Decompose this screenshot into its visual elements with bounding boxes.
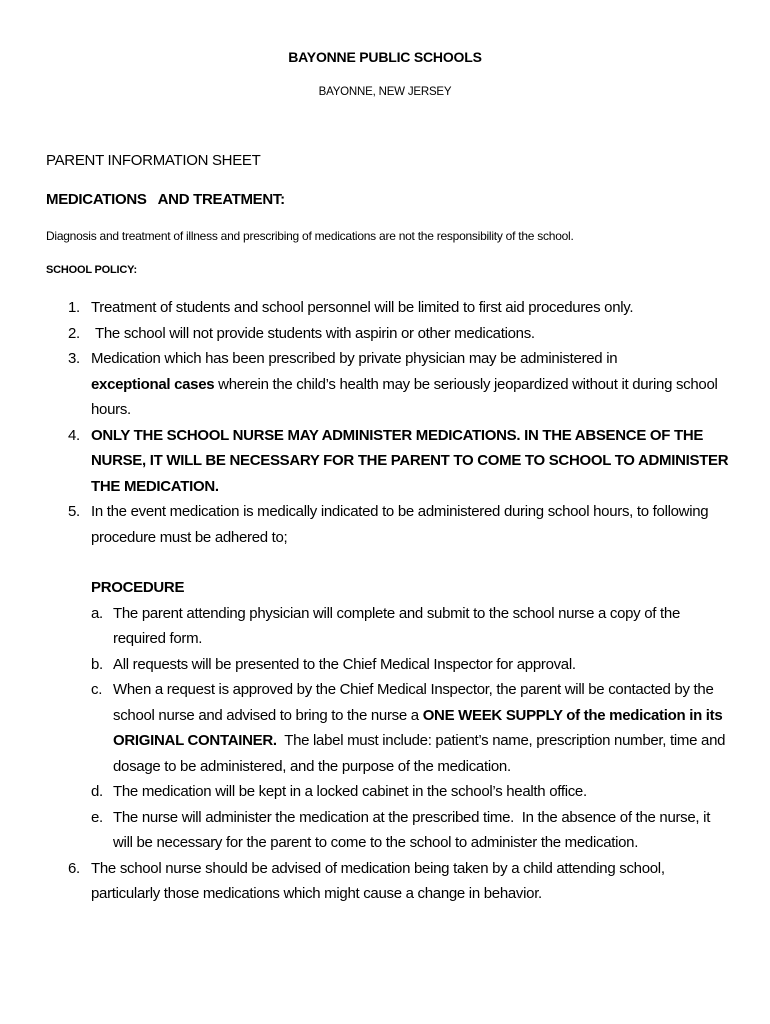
step-letter: e. [91, 808, 103, 826]
item-number: 1. [68, 299, 80, 316]
item-number: 6. [68, 859, 80, 877]
procedure-step-e [0, 805, 770, 856]
item-text: In the event medication is medically indicated to be administered during school hours, to following procedure must be adhered to; [91, 503, 709, 546]
step-letter: d. [91, 783, 103, 800]
item-text-b: wherein the child’s health may be seriously jeopardized without it during school hours. [91, 375, 718, 418]
school-name-heading: BAYONNE PUBLIC SCHOOLS [288, 49, 482, 65]
procedure-step-b [0, 652, 770, 678]
disclaimer-text: Diagnosis and treatment of illness and prescribing of medications are not the responsibility of the school. [46, 229, 574, 243]
procedure-heading: PROCEDURE [91, 579, 185, 596]
item-text: Treatment of students and school personnel will be limited to first aid procedures only. [91, 299, 634, 316]
item-text: The school nurse should be advised of medication being taken by a child attending school, particularly those medications which might cause a change in behavior. [91, 859, 665, 902]
step-text-b: The label must include: patient’s name, prescription number, time and dosage to be administered, and the purpose of the medication. [113, 732, 730, 775]
item-number: 5. [68, 503, 80, 520]
item-number: 2. [68, 324, 80, 342]
policy-item-4 [0, 423, 770, 500]
policy-list [0, 295, 770, 907]
step-text-a: When a request is approved by the Chief Medical Inspector, the parent will be contacted by the school nurse and advised to bring to the nurse a [113, 681, 714, 724]
procedure-step-c [0, 677, 770, 779]
sheet-title: PARENT INFORMATION SHEET [46, 152, 261, 169]
step-letter: a. [91, 604, 103, 622]
item-text: ONLY THE SCHOOL NURSE MAY ADMINISTER MEDICATIONS. IN THE ABSENCE OF THE NURSE, IT WILL BE NECESSARY FOR THE PARENT TO COME TO SCHOOL TO ADMINISTER THE MEDICATION. [91, 426, 729, 495]
policy-item-5 [0, 499, 770, 550]
step-letter: b. [91, 655, 103, 673]
item-text-a: Medication which has been prescribed by private physician may be administered in [91, 350, 618, 367]
procedure-step-d [0, 779, 770, 805]
step-text: The nurse will administer the medication at the prescribed time. In the absence of the nurse, it will be necessary for the parent to come to the school to administer the medication. [113, 808, 714, 851]
item-number: 3. [68, 350, 80, 367]
policy-item-1 [0, 295, 770, 321]
item-text: The school will not provide students with aspirin or other medications. [95, 324, 535, 342]
step-letter: c. [91, 681, 103, 698]
policy-item-6 [0, 856, 770, 907]
step-text: All requests will be presented to the Chief Medical Inspector for approval. [113, 655, 576, 673]
procedure-step-a [0, 601, 770, 652]
school-policy-label: SCHOOL POLICY: [46, 264, 137, 276]
step-bold-text: ONE WEEK SUPPLY of the medication in its ORIGINAL CONTAINER. [113, 706, 723, 749]
step-text: The medication will be kept in a locked cabinet in the school’s health office. [113, 783, 587, 800]
policy-item-3 [0, 346, 770, 423]
city-subheading: BAYONNE, NEW JERSEY [318, 86, 452, 98]
step-text: The parent attending physician will complete and submit to the school nurse a copy of the required form. [113, 604, 680, 647]
item-bold-text: exceptional cases [91, 375, 215, 393]
section-title: MEDICATIONS AND TREATMENT: [46, 191, 285, 208]
policy-item-2 [0, 321, 770, 347]
item-number: 4. [68, 426, 80, 444]
